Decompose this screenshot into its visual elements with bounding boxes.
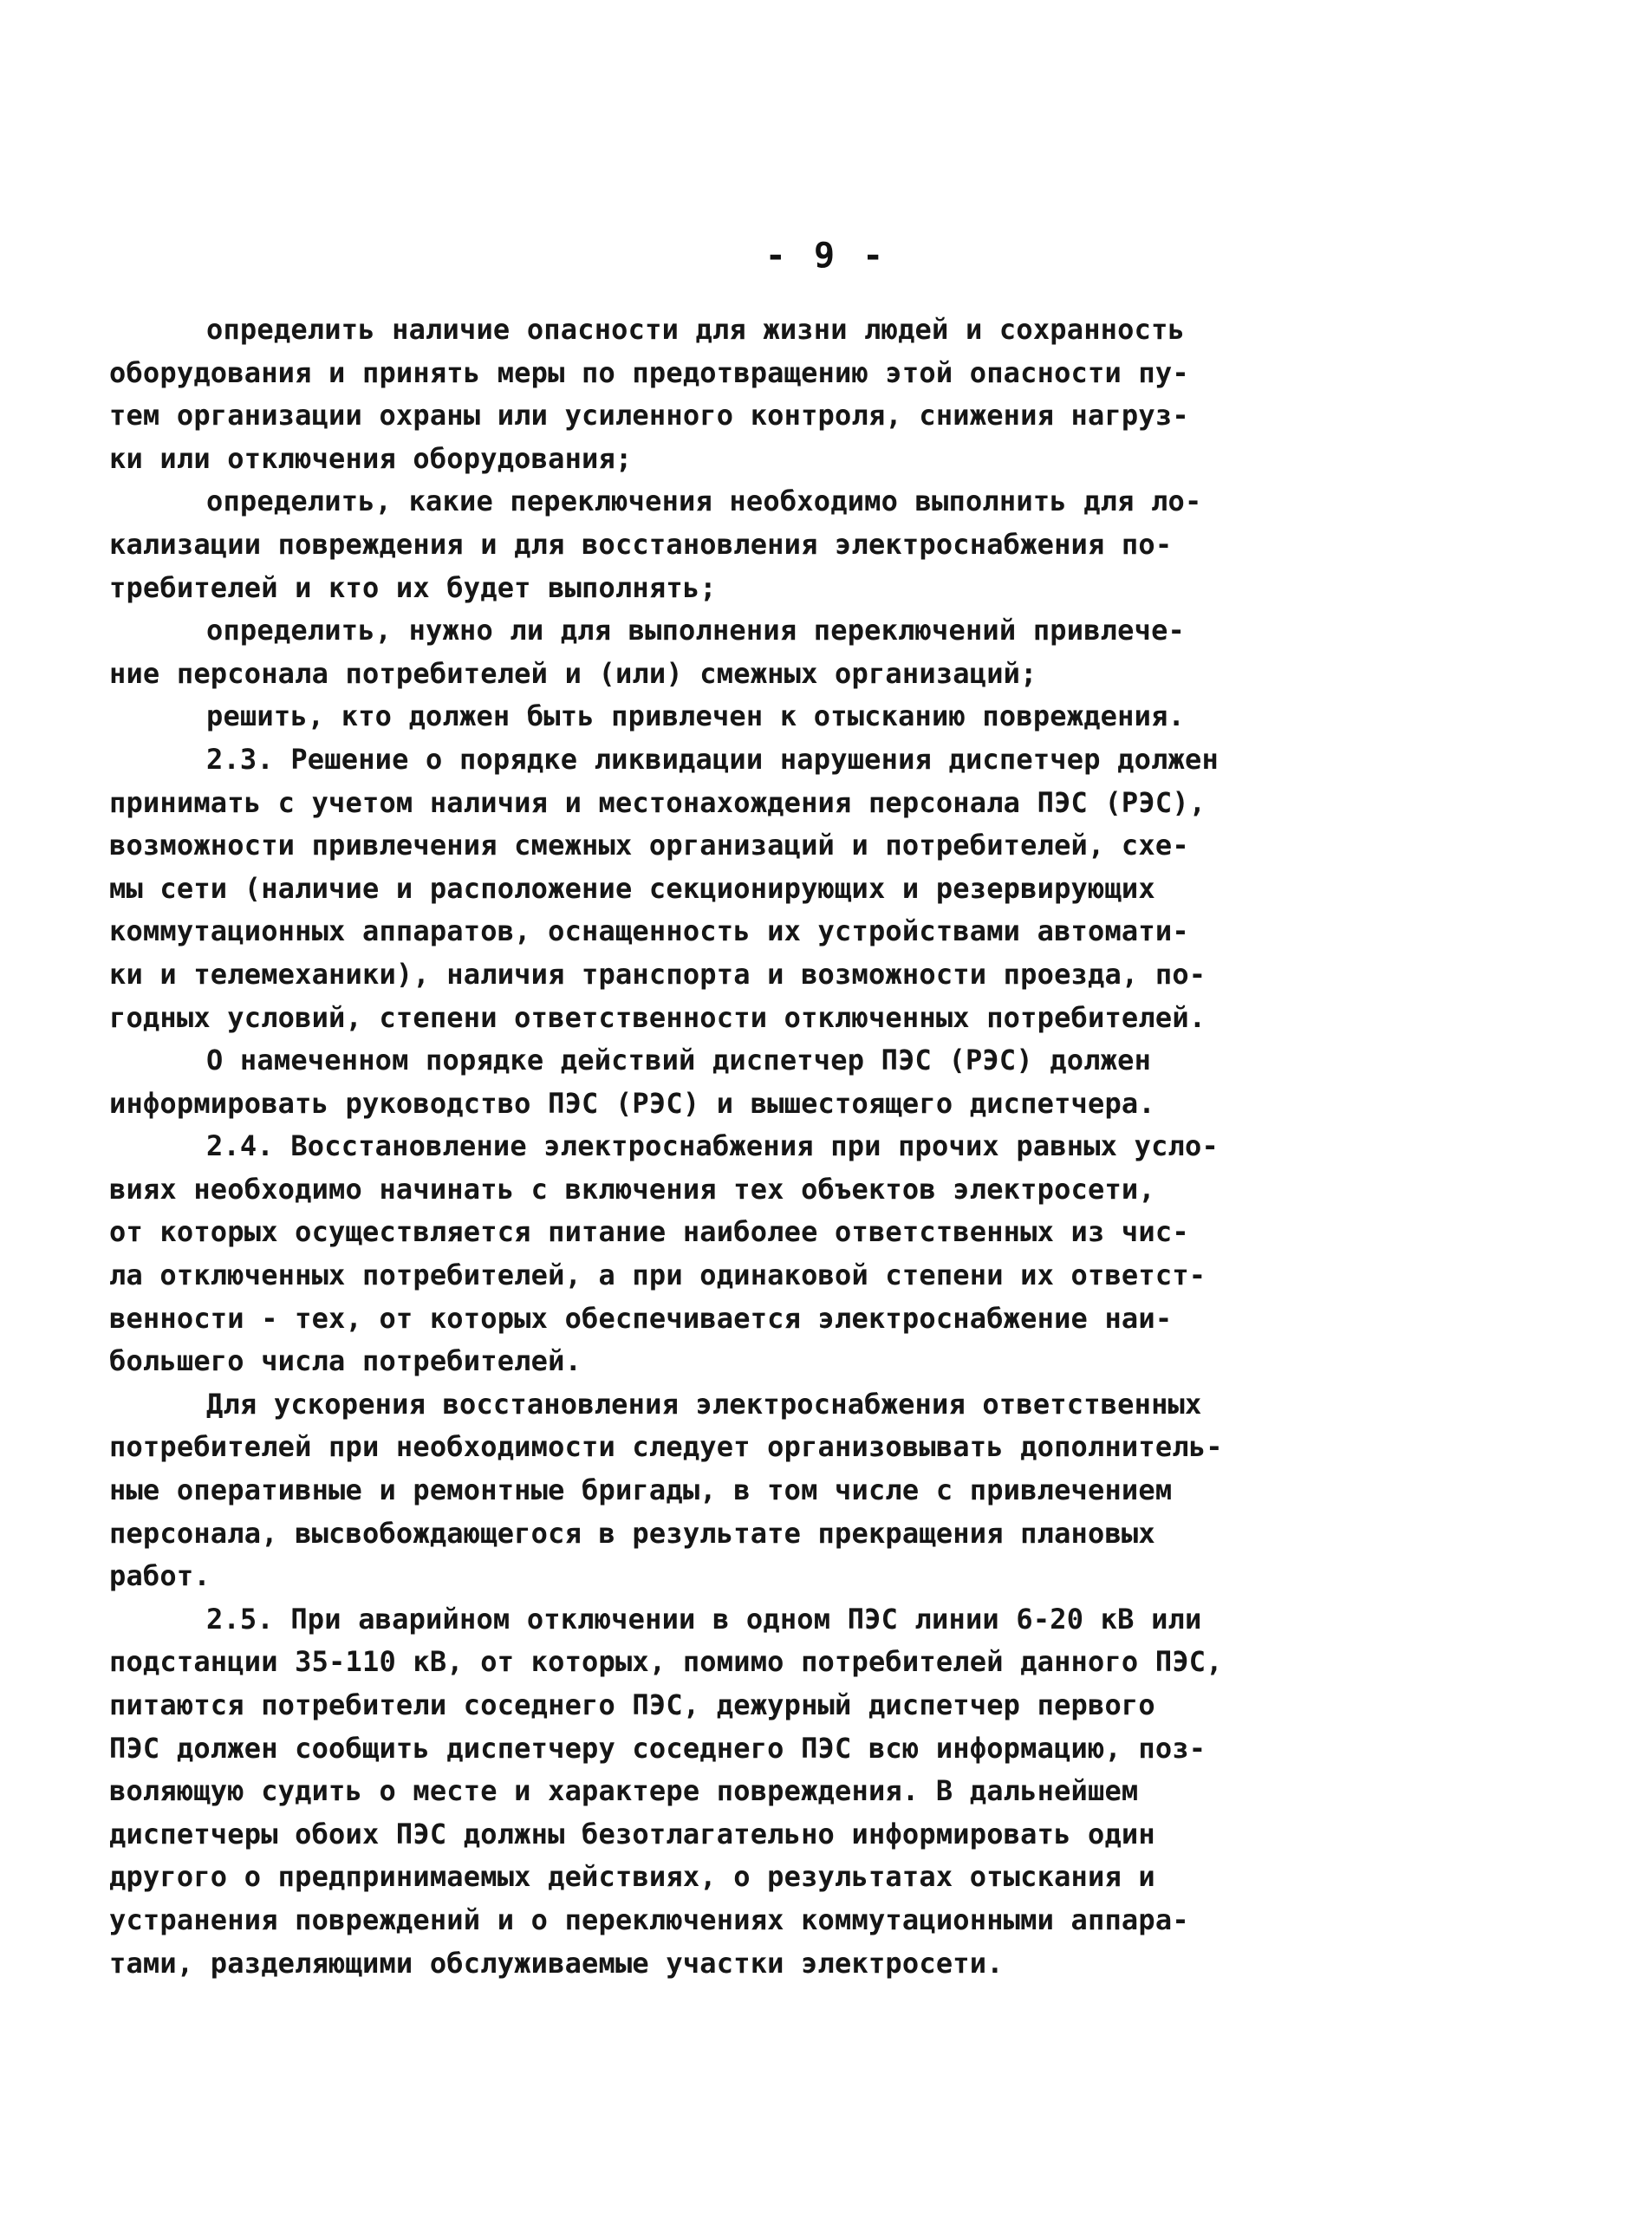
text-line: питаются потребители соседнего ПЭС, дежурный диспетчер первого <box>109 1688 1155 1721</box>
text-line: принимать с учетом наличия и местонахождения персонала ПЭС (РЭС), <box>109 785 1206 819</box>
text-line: коммутационных аппаратов, оснащенность их устройствами автомати- <box>109 914 1189 948</box>
section-2-4-start: 2.4. Восстановление электроснабжения при прочих равных усло- <box>206 1129 1219 1163</box>
text-line: устранения повреждений и о переключениях коммутационными аппара- <box>109 1903 1189 1936</box>
text-line: воляющую судить о месте и характере повреждения. В дальнейшем <box>109 1774 1139 1808</box>
text-line: решить, кто должен быть привлечен к отысканию повреждения. <box>206 699 1186 733</box>
section-2-5-start: 2.5. При аварийном отключении в одном ПЭС линии 6-20 кВ или <box>206 1602 1202 1636</box>
text-line: ПЭС должен сообщить диспетчеру соседнего ПЭС всю информацию, поз- <box>109 1731 1206 1765</box>
text-line: возможности привлечения смежных организаций и потребителей, схе- <box>109 829 1189 862</box>
text-line: кализации повреждения и для восстановления электроснабжения по- <box>109 527 1173 561</box>
text-line: тами, разделяющими обслуживаемые участки электросети. <box>109 1946 1004 1980</box>
text-line: от которых осуществляется питание наиболее ответственных из чис- <box>109 1215 1189 1249</box>
text-line: ки и телемеханики), наличия транспорта и возможности проезда, по- <box>109 957 1206 991</box>
body-text <box>109 309 1253 1985</box>
text-line: ки или отключения оборудования; <box>109 441 633 475</box>
text-line: персонала, высвобождающегося в результате прекращения плановых <box>109 1516 1155 1550</box>
page-number: - 9 - <box>764 236 888 276</box>
text-line: потребителей при необходимости следует организовывать дополнитель- <box>109 1430 1223 1464</box>
text-line: другого о предпринимаемых действиях, о результатах отыскания и <box>109 1860 1155 1894</box>
text-line: определить, какие переключения необходимо выполнить для ло- <box>206 485 1202 518</box>
section-2-3-start: 2.3. Решение о порядке ликвидации нарушения диспетчер должен <box>206 742 1219 776</box>
text-line: диспетчеры обоих ПЭС должны безотлагательно информировать один <box>109 1817 1155 1850</box>
text-line: определить наличие опасности для жизни людей и сохранность <box>206 313 1186 346</box>
text-line: Для ускорения восстановления электроснабжения ответственных <box>206 1387 1202 1421</box>
text-line: венности - тех, от которых обеспечивается электроснабжение наи- <box>109 1301 1173 1335</box>
text-line: требителей и кто их будет выполнять; <box>109 570 717 604</box>
text-line: большего числа потребителей. <box>109 1344 582 1378</box>
text-line: ные оперативные и ремонтные бригады, в том числе с привлечением <box>109 1473 1173 1507</box>
text-line: тем организации охраны или усиленного контроля, снижения нагруз- <box>109 399 1189 433</box>
text-line: виях необходимо начинать с включения тех объектов электросети, <box>109 1172 1155 1206</box>
text-line: определить, нужно ли для выполнения переключений привлече- <box>206 614 1186 647</box>
text-line: ла отключенных потребителей, а при одинаковой степени их ответст- <box>109 1259 1206 1292</box>
text-line: годных условий, степени ответственности отключенных потребителей. <box>109 1000 1206 1034</box>
text-line: О намеченном порядке действий диспетчер ПЭС (РЭС) должен <box>206 1044 1152 1077</box>
text-line: мы сети (наличие и расположение секционирующих и резервирующих <box>109 871 1155 905</box>
text-line: информировать руководство ПЭС (РЭС) и вышестоящего диспетчера. <box>109 1086 1155 1120</box>
text-line: подстанции 35-110 кВ, от которых, помимо потребителей данного ПЭС, <box>109 1645 1223 1679</box>
text-line: ние персонала потребителей и (или) смежных организаций; <box>109 656 1037 690</box>
text-line: работ. <box>109 1559 211 1593</box>
text-line: оборудования и принять меры по предотвращению этой опасности пу- <box>109 355 1189 389</box>
